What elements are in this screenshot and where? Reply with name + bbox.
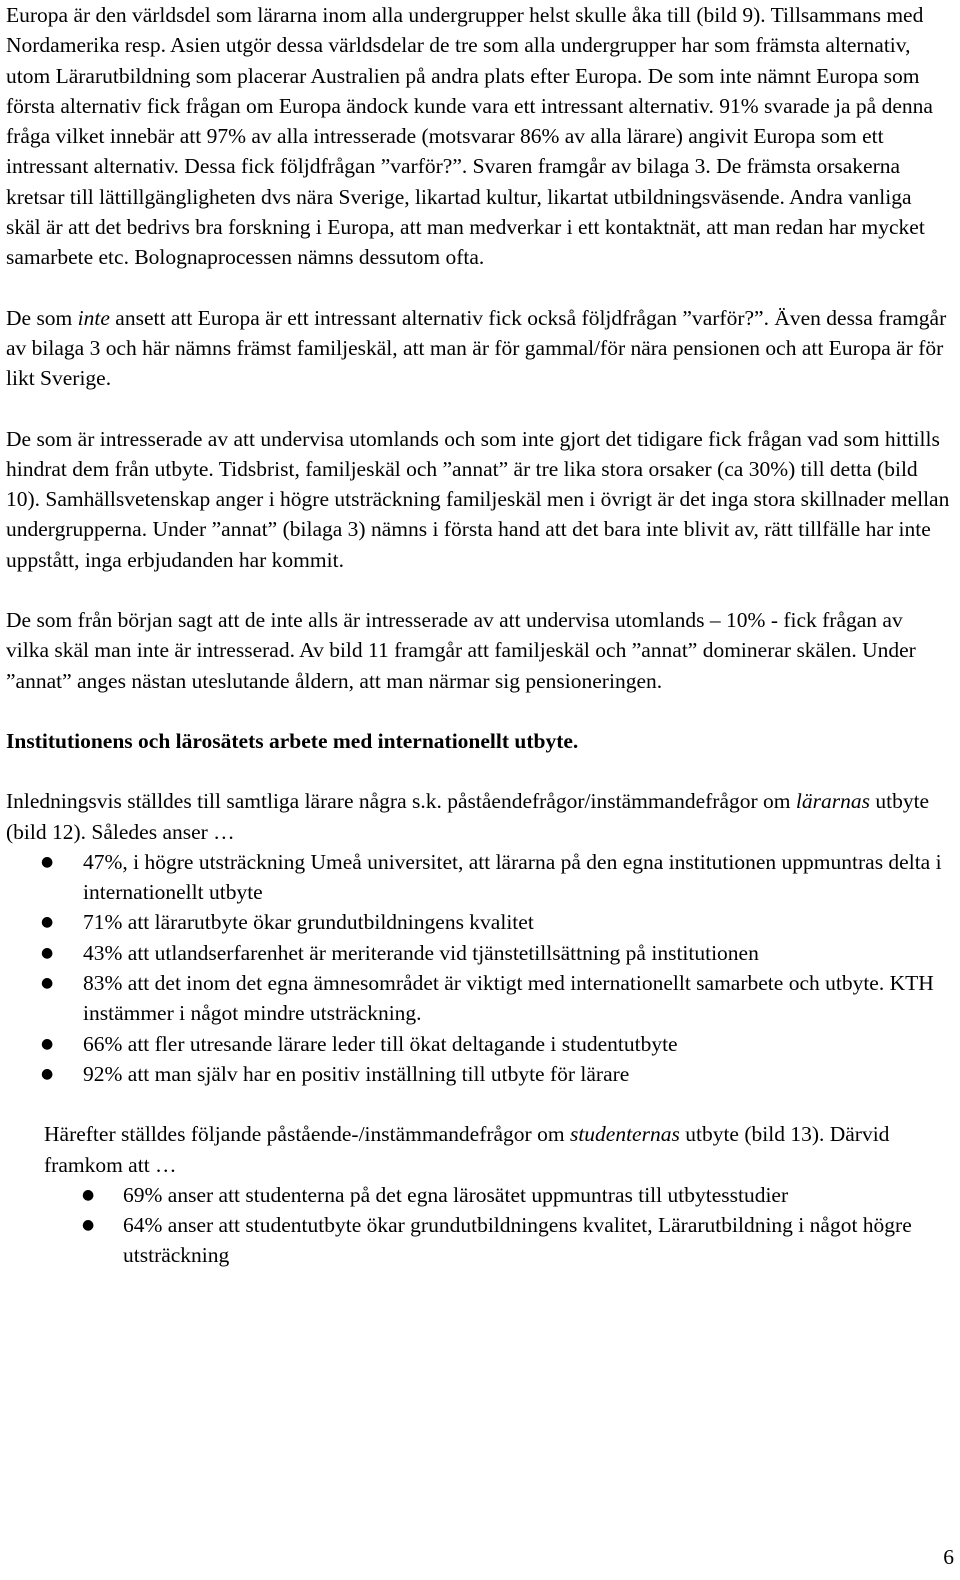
list-item xyxy=(6,938,950,968)
bullet-icon: ● xyxy=(82,1186,95,1203)
student-exchange-list xyxy=(6,1180,950,1271)
teacher-exchange-intro-end: utbyte (bild 12). Således anser … xyxy=(6,789,930,844)
list-item-text: 43% att utlandserfarenhet är meriterande vid tjänstetillsättning på institutionen xyxy=(83,940,759,965)
bullet-icon: ● xyxy=(41,914,54,931)
paragraph-not-europe xyxy=(6,303,950,394)
bullet-icon: ● xyxy=(41,1035,54,1052)
paragraph-not-europe-end: ansett att Europa är ett intressant alternativ fick också följdfrågan ”varför?”. Även dessa framgår av bilaga 3 och här nämns främst familjeskäl, att man är för gammal/för nära pensionen och att Europa är för likt Sverige. xyxy=(6,305,947,391)
document-page xyxy=(6,0,950,1271)
list-item xyxy=(6,1210,950,1271)
student-exchange-intro-end: utbyte (bild 13). Därvid framkom att … xyxy=(44,1122,890,1177)
page-number: 6 xyxy=(943,1545,954,1569)
list-item-text: 64% anser att studentutbyte ökar grundutbildningens kvalitet, Lärarutbildning i något högre utsträckning xyxy=(123,1213,912,1268)
list-item-text: 69% anser att studenterna på det egna lärosätet uppmuntras till utbytesstudier xyxy=(123,1182,789,1207)
list-item-text: 47%, i högre utsträckning Umeå universitet, att lärarna på den egna institutionen uppmuntras delta i internationellt utbyte xyxy=(83,849,942,905)
teacher-exchange-intro xyxy=(6,786,950,847)
bullet-icon: ● xyxy=(41,1065,54,1082)
paragraph-europe: Europa är den världsdel som lärarna inom alla undergrupper helst skulle åka till (bild 9). Tillsammans med Nordamerika resp. Asien utgör dessa världsdelar de tre som alla undergrupper har som främsta alternativ, utom Lärarutbildning som placerar Australien på andra plats efter Europa. De som inte nämnt Europa som första alternativ fick frågan om Europa ändock kunde vara ett intressant alternativ. 91% svarade ja på denna fråga vilket innebär att 97% av alla intresserade (motsvarar 86% av alla lärare) angivit Europa som ett intressant alternativ. Dessa fick följdfrågan ”varför?”. Svaren framgår av bilaga 3. De främsta orsakerna kretsar till lättillgängligheten dvs nära Sverige, likartad kultur, likartat utbildningsväsende. Andra vanliga skäl är att det bedrivs bra forskning i Europa, att man medverkar i ett kontaktnät, att man redan har mycket samarbete etc. Bolognaprocessen nämns dessutom ofta. xyxy=(6,3,933,270)
bullet-icon: ● xyxy=(41,944,54,961)
section-heading: Institutionens och lärosätets arbete med internationellt utbyte. xyxy=(6,728,579,753)
bullet-icon: ● xyxy=(41,853,54,870)
paragraph-not-europe-emphasis: inte xyxy=(77,305,110,330)
paragraph-obstacles: De som är intresserade av att undervisa utomlands och som inte gjort det tidigare fick frågan vad som hittills hindrat dem från utbyte. Tidsbrist, familjeskäl och ”annat” är tre lika stora orsaker (ca 30%) till detta (bild 10). Samhällsvetenskap anger i högre utsträckning familjeskäl men i övrigt är det inga stora skillnader mellan undergrupperna. Under ”annat” (bilaga 3) nämns i första hand att det bara inte blivit av, rätt tillfälle har inte uppstått, inga erbjudanden har kommit. xyxy=(6,426,950,572)
student-exchange-intro-emphasis: studenternas xyxy=(569,1122,680,1147)
paragraph-not-interested: De som från början sagt att de inte alls är intresserade av att undervisa utomlands – 10% - fick frågan av vilka skäl man inte är intresserad. Av bild 11 framgår att familjeskäl och ”annat” dominerar skälen. Under ”annat” anges nästan uteslutande åldern, att man närmar sig pensioneringen. xyxy=(6,608,916,693)
teacher-exchange-list xyxy=(6,847,950,1089)
bullet-icon: ● xyxy=(41,975,54,992)
bullet-icon: ● xyxy=(82,1217,95,1234)
student-exchange-intro-start: Härefter ställdes följande påstående-/instämmandefrågor om xyxy=(44,1122,570,1147)
list-item xyxy=(6,968,950,1029)
teacher-exchange-intro-emphasis: lärarnas xyxy=(795,789,870,814)
list-item xyxy=(6,907,950,937)
list-item xyxy=(6,847,950,908)
teacher-exchange-intro-start: Inledningsvis ställdes till samtliga lärare några s.k. påståendefrågor/instämmandefrågor om xyxy=(6,789,796,814)
list-item-text: 71% att lärarutbyte ökar grundutbildningens kvalitet xyxy=(83,910,534,935)
list-item xyxy=(6,1180,950,1210)
list-item-text: 83% att det inom det egna ämnesområdet är viktigt med internationellt samarbete och utbyte. KTH instämmer i något mindre utsträckning. xyxy=(83,971,934,1026)
list-item xyxy=(6,1059,950,1089)
paragraph-not-europe-start: De som xyxy=(6,305,78,330)
list-item xyxy=(6,1029,950,1059)
list-item-text: 92% att man själv har en positiv inställning till utbyte för lärare xyxy=(83,1061,630,1086)
list-item-text: 66% att fler utresande lärare leder till ökat deltagande i studentutbyte xyxy=(83,1031,678,1056)
student-exchange-intro xyxy=(44,1119,950,1180)
